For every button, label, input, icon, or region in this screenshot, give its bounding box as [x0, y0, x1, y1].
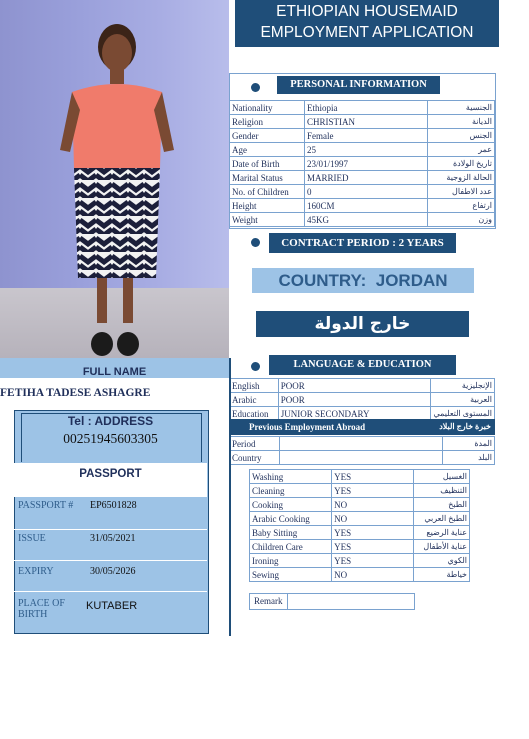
title-line-1: ETHIOPIAN HOUSEMAID — [276, 3, 458, 20]
row-label: Marital Status — [230, 171, 305, 185]
row-divider — [14, 529, 207, 530]
row-label: Cleaning — [250, 484, 332, 498]
row-label: Date of Birth — [230, 157, 305, 171]
row-label: Gender — [230, 129, 305, 143]
row-label-ar: عمر — [428, 143, 495, 157]
row-value: 160CM — [305, 199, 428, 213]
country-banner — [252, 268, 474, 293]
prev-employment-table — [229, 436, 495, 465]
row-label-ar: المدة — [443, 437, 495, 451]
prev-employment-heading-ar: خبرة خارج البلاد — [439, 422, 491, 431]
row-label-ar: عناية الرضيع — [414, 526, 470, 540]
row-value: NO — [332, 512, 414, 526]
row-label: Washing — [250, 470, 332, 484]
row-label: Cooking — [250, 498, 332, 512]
contract-label: CONTRACT PERIOD : — [281, 237, 396, 249]
skill-row — [250, 554, 470, 568]
personal-table — [229, 100, 495, 227]
personal-heading: PERSONAL INFORMATION — [277, 76, 440, 94]
row-value: CHRISTIAN — [305, 115, 428, 129]
section-bullet-icon — [251, 362, 260, 371]
place-of-birth-label-2: BIRTH — [18, 609, 48, 620]
place-of-birth-label — [18, 598, 65, 620]
page-title — [235, 0, 499, 47]
row-value: 0 — [305, 185, 428, 199]
row-value: NO — [332, 568, 414, 582]
skill-row — [250, 540, 470, 554]
row-label-ar: عدد الاطفال — [428, 185, 495, 199]
passport-number-label: PASSPORT # — [18, 500, 74, 511]
personal-row — [230, 129, 495, 143]
row-label-ar: تاريخ الولادة — [428, 157, 495, 171]
row-label-ar: العربية — [431, 393, 495, 407]
place-of-birth-label-1: PLACE OF — [18, 598, 65, 609]
row-label: Arabic Cooking — [250, 512, 332, 526]
row-label-ar: المستوى التعليمي — [431, 407, 495, 421]
issue-value: 31/05/2021 — [90, 533, 136, 544]
row-label: Religion — [230, 115, 305, 129]
remark-row — [249, 593, 415, 610]
row-value: YES — [332, 540, 414, 554]
row-label-ar: الديانة — [428, 115, 495, 129]
row-value: YES — [332, 526, 414, 540]
language-row — [230, 393, 495, 407]
row-value: Female — [305, 129, 428, 143]
row-value: MARRIED — [305, 171, 428, 185]
row-value: YES — [332, 554, 414, 568]
prev-employment-row — [230, 451, 495, 465]
prev-employment-heading: Previous Employment Abroad — [249, 422, 366, 432]
row-label: Education — [230, 407, 279, 421]
row-value: NO — [332, 498, 414, 512]
expiry-label: EXPIRY — [18, 566, 54, 577]
skill-row — [250, 484, 470, 498]
row-value: 25 — [305, 143, 428, 157]
tel-label: Tel : ADDRESS — [67, 414, 154, 428]
row-label: Weight — [230, 213, 305, 227]
row-divider — [14, 560, 207, 561]
row-label-ar: عناية الأطفال — [414, 540, 470, 554]
skills-table — [249, 469, 470, 582]
prev-employment-bar — [229, 419, 495, 435]
row-label: Period — [230, 437, 280, 451]
passport-number-value: EP6501828 — [90, 500, 137, 511]
row-label-ar: الجنسية — [428, 101, 495, 115]
row-label-ar: الجنس — [428, 129, 495, 143]
row-label: Baby Sitting — [250, 526, 332, 540]
row-label-ar: ارتفاع — [428, 199, 495, 213]
row-label-ar: الطبخ — [414, 498, 470, 512]
row-value — [280, 451, 443, 465]
country-value: JORDAN — [375, 271, 448, 290]
row-label: Ironing — [250, 554, 332, 568]
row-label: English — [230, 379, 279, 393]
row-label: Children Care — [250, 540, 332, 554]
personal-row — [230, 101, 495, 115]
row-label: Height — [230, 199, 305, 213]
section-bullet-icon — [251, 238, 260, 247]
row-label-ar: البلد — [443, 451, 495, 465]
row-label-ar: الحالة الزوجية — [428, 171, 495, 185]
row-label: Nationality — [230, 101, 305, 115]
skill-row — [250, 568, 470, 582]
row-label-ar: وزن — [428, 213, 495, 227]
personal-row — [230, 157, 495, 171]
row-value: YES — [332, 484, 414, 498]
personal-row — [230, 115, 495, 129]
row-label-ar: الكوي — [414, 554, 470, 568]
applicant-figure — [0, 0, 229, 358]
row-value: POOR — [278, 393, 431, 407]
language-heading: LANGUAGE & EDUCATION — [269, 355, 456, 375]
row-label: Arabic — [230, 393, 279, 407]
skill-row — [250, 526, 470, 540]
remark-divider — [287, 594, 288, 609]
expiry-value: 30/05/2026 — [90, 566, 136, 577]
personal-row — [230, 143, 495, 157]
row-label: Sewing — [250, 568, 332, 582]
row-label-ar: الإنجليزية — [431, 379, 495, 393]
personal-row — [230, 213, 495, 227]
fullname-label: FULL NAME — [82, 366, 147, 378]
row-label-ar: التنظيف — [414, 484, 470, 498]
prev-employment-row — [230, 437, 495, 451]
tel-value: 00251945603305 — [63, 431, 158, 446]
row-label-ar: خياطة — [414, 568, 470, 582]
contract-value: 2 YEARS — [398, 237, 444, 249]
row-value: 23/01/1997 — [305, 157, 428, 171]
row-value — [280, 437, 443, 451]
row-value: JUNIOR SECONDARY — [278, 407, 431, 421]
personal-row — [230, 185, 495, 199]
remark-label: Remark — [254, 596, 283, 606]
personal-row — [230, 171, 495, 185]
row-label: Country — [230, 451, 280, 465]
fullname-value: FETIHA TADESE ASHAGRE — [0, 387, 151, 399]
row-label-ar: الطبخ العربي — [414, 512, 470, 526]
applicant-photo — [0, 0, 229, 358]
skill-row — [250, 498, 470, 512]
passport-heading: PASSPORT — [79, 468, 142, 480]
row-value: Ethiopia — [305, 101, 428, 115]
row-value: YES — [332, 470, 414, 484]
personal-row — [230, 199, 495, 213]
title-line-2: EMPLOYMENT APPLICATION — [260, 24, 474, 41]
issue-label: ISSUE — [18, 533, 46, 544]
country-label: COUNTRY: — [278, 271, 367, 290]
row-label: No. of Children — [230, 185, 305, 199]
abroad-banner: خارج الدولة — [256, 311, 469, 337]
row-divider — [14, 591, 207, 592]
row-label: Age — [230, 143, 305, 157]
place-of-birth-value: KUTABER — [86, 600, 138, 612]
row-value: 45KG — [305, 213, 428, 227]
skill-row — [250, 512, 470, 526]
contract-heading — [269, 233, 456, 253]
row-label-ar: الغسيل — [414, 470, 470, 484]
row-value: POOR — [278, 379, 431, 393]
skill-row — [250, 470, 470, 484]
language-row — [230, 379, 495, 393]
language-table — [229, 378, 495, 421]
